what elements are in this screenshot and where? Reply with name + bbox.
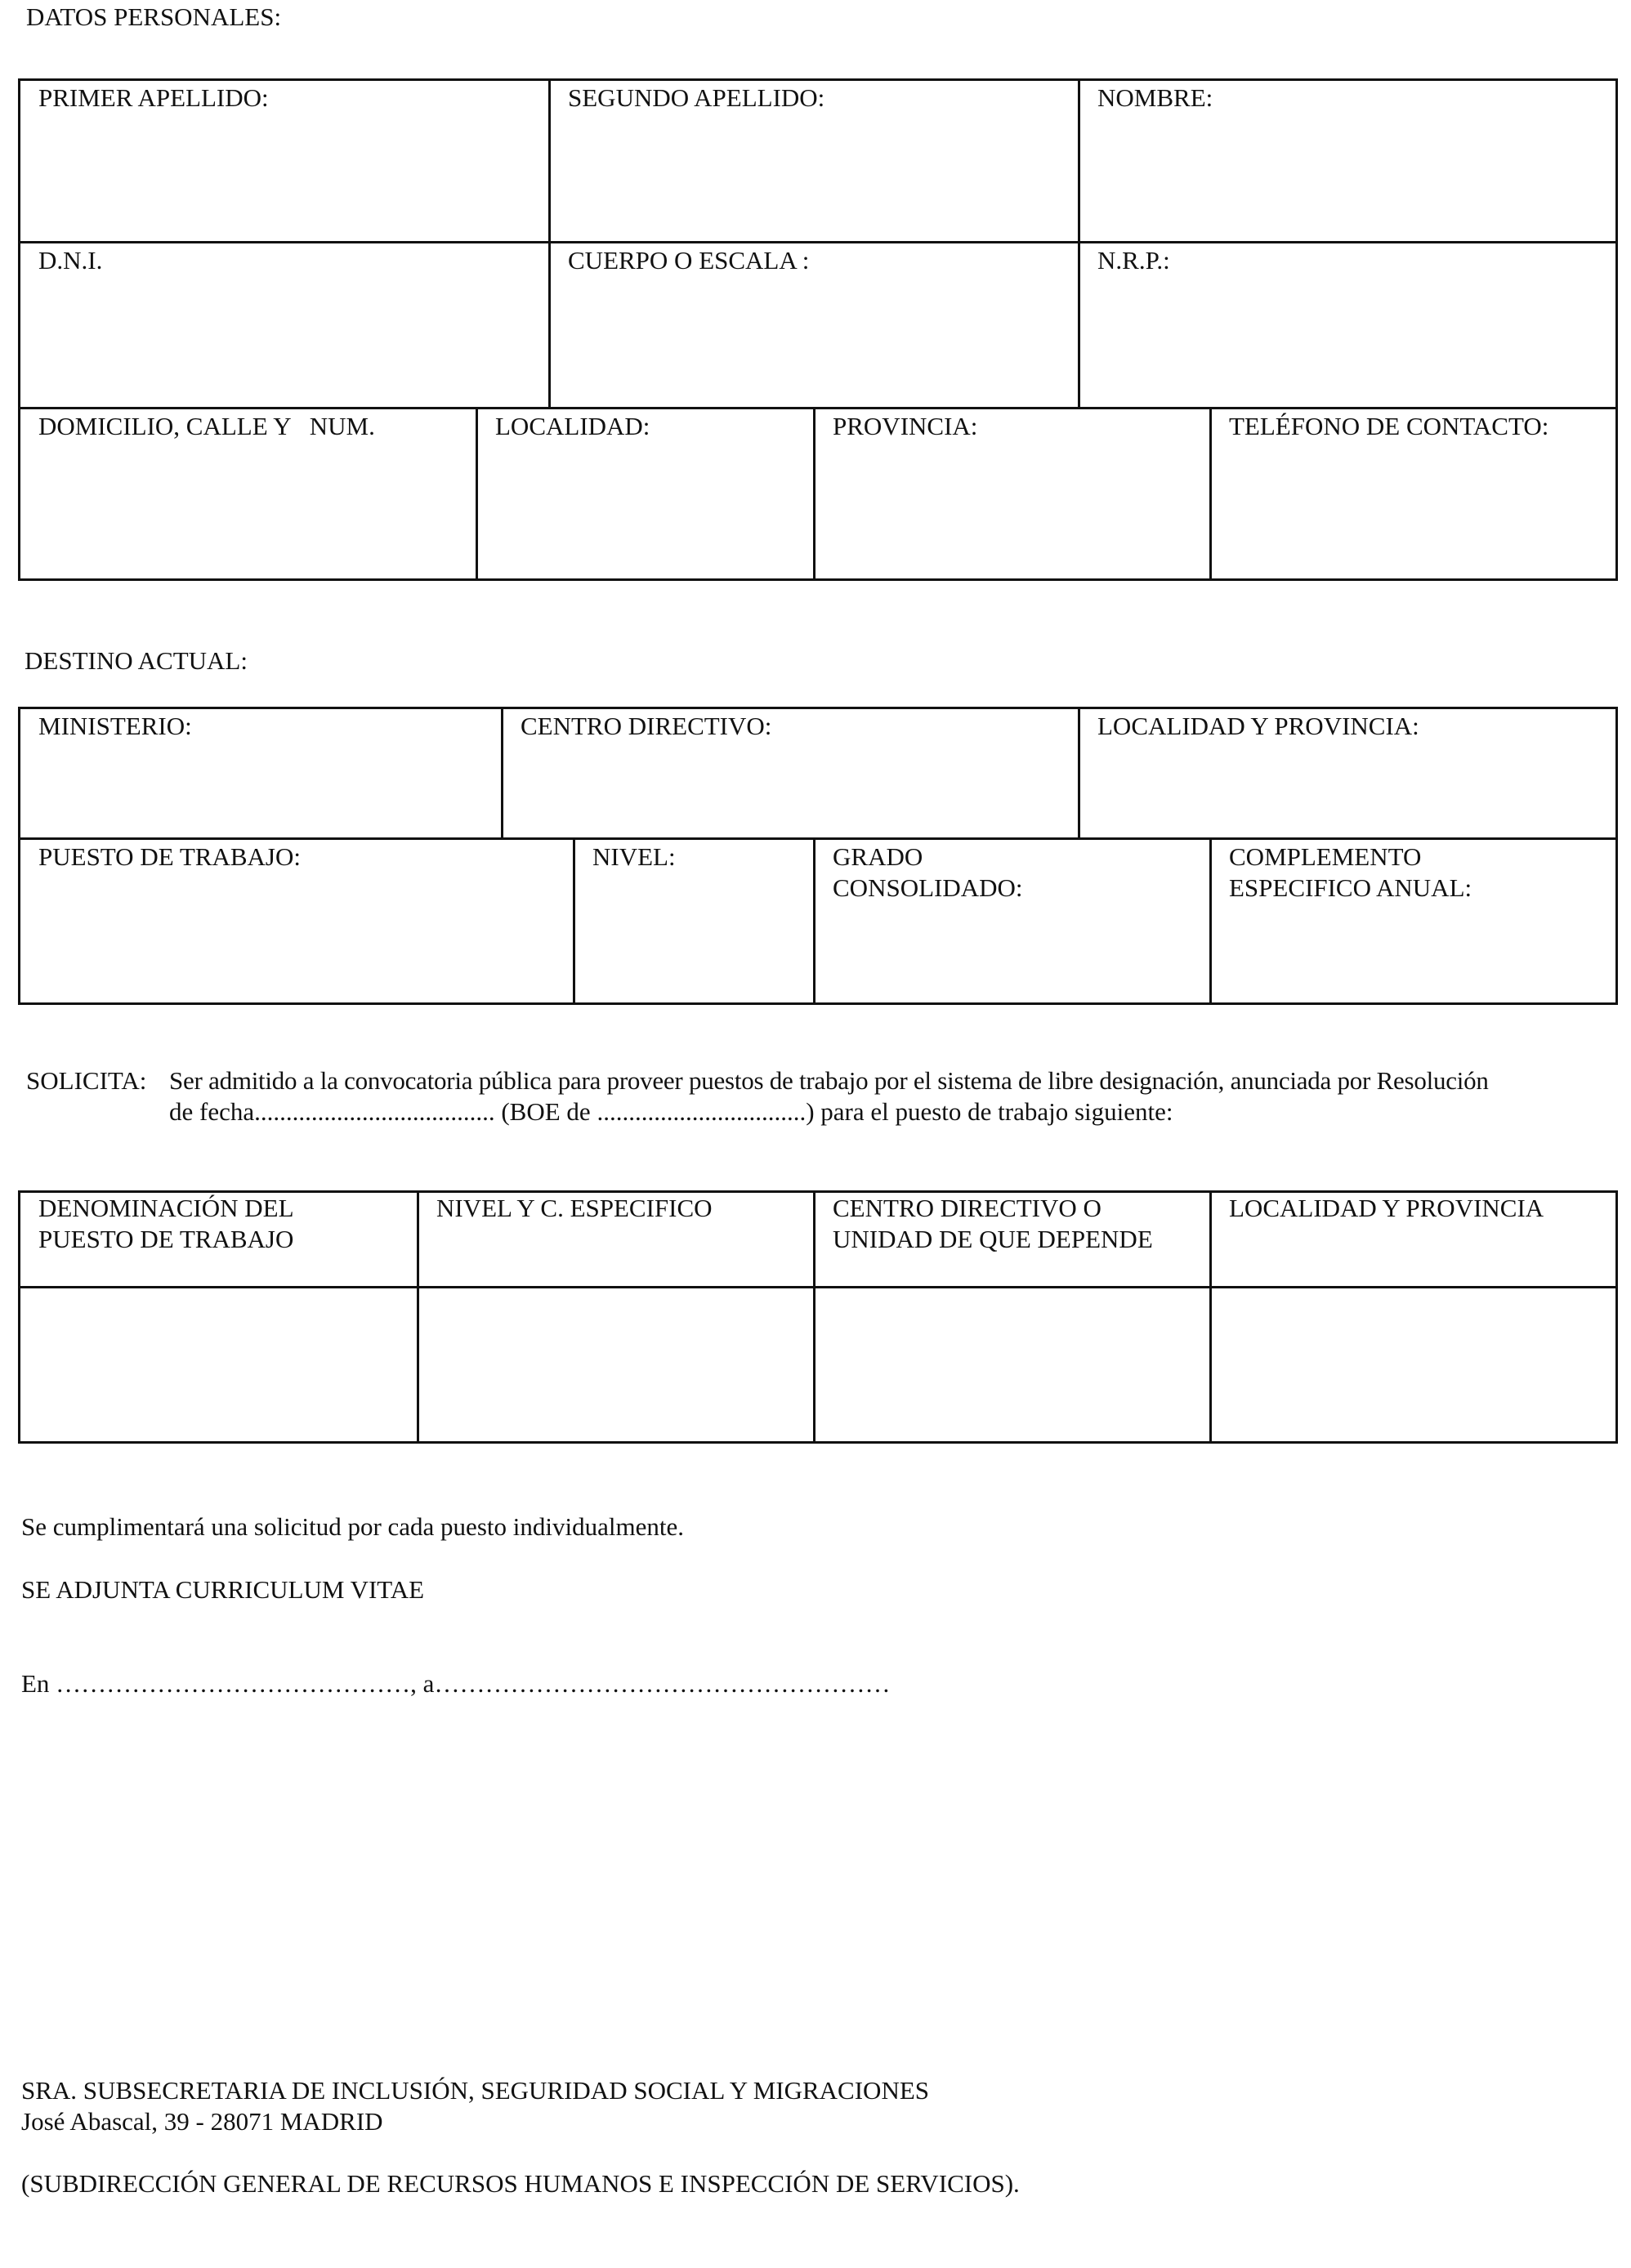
complemento-label-line2: ESPECIFICO ANUAL: [1229,873,1472,902]
section-heading-destino-actual: DESTINO ACTUAL: [25,646,248,675]
puesto-trabajo-field[interactable] [20,840,573,1002]
ministerio-label: MINISTERIO: [38,712,192,740]
solicita-label: SOLICITA: [26,1066,147,1095]
primer-apellido-field[interactable] [20,81,548,241]
localidad-field[interactable] [478,409,813,578]
localidad-provincia-label: LOCALIDAD Y PROVINCIA: [1097,712,1419,740]
dni-label: D.N.I. [38,246,103,275]
localidad-provincia-field[interactable] [1080,709,1615,837]
cuerpo-escala-label: CUERPO O ESCALA : [568,246,810,275]
header-nivel-especifico: NIVEL Y C. ESPECIFICO [436,1194,713,1222]
domicilio-field[interactable] [20,409,476,578]
primer-apellido-label: PRIMER APELLIDO: [38,83,269,112]
nivel-especifico-input-cell[interactable] [419,1288,813,1441]
grado-consolidado-label-line2: CONSOLIDADO: [833,873,1023,902]
grado-consolidado-label-line1: GRADO [833,842,923,871]
address-subdireccion: (SUBDIRECCIÓN GENERAL DE RECURSOS HUMANOS E INSPECCIÓN DE SERVICIOS). [21,2169,1020,2198]
domicilio-label: DOMICILIO, CALLE Y NUM. [38,412,375,440]
nrp-label: N.R.P.: [1097,246,1170,275]
grado-consolidado-field[interactable] [816,840,1209,1002]
puesto-trabajo-label: PUESTO DE TRABAJO: [38,842,301,871]
nombre-field[interactable] [1080,81,1615,241]
cuerpo-escala-field[interactable] [551,243,1078,407]
header-centro-directivo-line2: UNIDAD DE QUE DEPENDE [833,1225,1153,1253]
dni-field[interactable] [20,243,548,407]
address-street: José Abascal, 39 - 28071 MADRID [21,2107,383,2136]
provincia-field[interactable] [816,409,1209,578]
header-localidad-provincia: LOCALIDAD Y PROVINCIA [1229,1194,1544,1222]
note-una-solicitud: Se cumplimentará una solicitud por cada puesto individualmente. [21,1512,684,1541]
solicita-text-line2: de fecha...................................... (BOE de .................................) para el puesto de trabajo siguiente: [169,1097,1173,1126]
telefono-contacto-label: TELÉFONO DE CONTACTO: [1229,412,1549,440]
nombre-label: NOMBRE: [1097,83,1213,112]
complemento-label-line1: COMPLEMENTO [1229,842,1422,871]
localidad-provincia-input-cell[interactable] [1212,1288,1615,1441]
header-denominacion-line1: DENOMINACIÓN DEL [38,1194,294,1222]
note-curriculum: SE ADJUNTA CURRICULUM VITAE [21,1575,425,1604]
segundo-apellido-field[interactable] [551,81,1078,241]
nivel-label: NIVEL: [592,842,676,871]
centro-directivo-field[interactable] [503,709,1078,837]
localidad-label: LOCALIDAD: [495,412,650,440]
ministerio-field[interactable] [20,709,501,837]
place-date-line[interactable]: En ……………………………………, a……………………………………………… [21,1669,891,1698]
complemento-especifico-field[interactable] [1212,840,1615,1002]
provincia-label: PROVINCIA: [833,412,978,440]
centro-directivo-label: CENTRO DIRECTIVO: [521,712,772,740]
solicita-text-line1: Ser admitido a la convocatoria pública para proveer puestos de trabajo por el sistema de libre designación, anunciada por Resolución [169,1066,1489,1095]
nrp-field[interactable] [1080,243,1615,407]
header-denominacion-line2: PUESTO DE TRABAJO [38,1225,294,1253]
denominacion-puesto-input-cell[interactable] [20,1288,417,1441]
nivel-field[interactable] [575,840,813,1002]
telefono-contacto-field[interactable] [1212,409,1615,578]
section-heading-datos-personales: DATOS PERSONALES: [26,2,282,31]
segundo-apellido-label: SEGUNDO APELLIDO: [568,83,825,112]
address-recipient: SRA. SUBSECRETARIA DE INCLUSIÓN, SEGURIDAD SOCIAL Y MIGRACIONES [21,2076,930,2105]
header-centro-directivo-line1: CENTRO DIRECTIVO O [833,1194,1101,1222]
centro-directivo-input-cell[interactable] [816,1288,1209,1441]
